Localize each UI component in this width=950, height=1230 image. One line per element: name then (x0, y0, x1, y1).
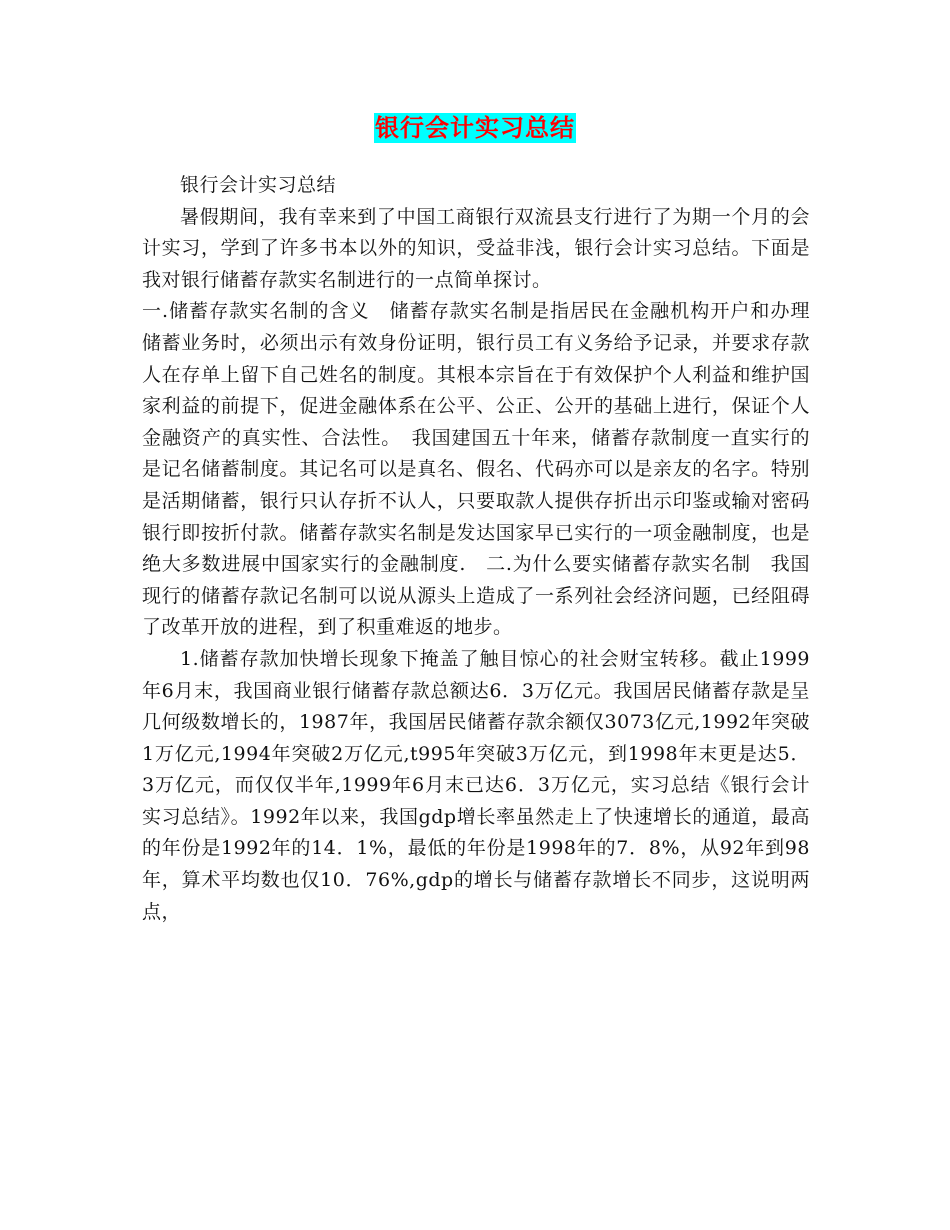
intro-paragraph: 暑假期间，我有幸来到了中国工商银行双流县支行进行了为期一个月的会计实习，学到了许多书本以外的知识，受益非浅，银行会计实习总结。下面是我对银行储蓄存款实名制进行的一点简单探讨。 (142, 205, 810, 291)
point-one-paragraph: 1.储蓄存款加快增长现象下掩盖了触目惊心的社会财宝转移。截止1999年6月末，我国商业银行储蓄存款总额达6．3万亿元。我国居民储蓄存款是呈几何级数增长的，1987年，我国居民储蓄存款余额仅3073亿元,1992年突破1万亿元,1994年突破2万亿元,t995年突破3万亿元，到1998年末更是达5．3万亿元，而仅仅半年,1999年6月末已达6．3万亿元，实习总结《银行会计实习总结》。1992年以来，我国gdp增长率虽然走上了快速增长的通道，最高的年份是1992年的14．1%，最低的年份是1998年的7．8%，从92年到98年，算术平均数也仅10．76%,gdp的增长与储蓄存款增长不同步，这说明两点， (142, 647, 810, 923)
subtitle-paragraph: 银行会计实习总结 (180, 174, 337, 196)
document-body (142, 170, 810, 928)
document-title: 银行会计实习总结 (375, 113, 575, 142)
title-container (0, 113, 950, 143)
section-paragraph: 一.储蓄存款实名制的含义 储蓄存款实名制是指居民在金融机构开户和办理储蓄业务时，必须出示有效身份证明，银行员工有义务给予记录，并要求存款人在存单上留下自己姓名的制度。其根本宗旨在于有效保护个人利益和维护国家利益的前提下，促进金融体系在公平、公正、公开的基础上进行，保证个人金融资产的真实性、合法性。 我国建国五十年来，储蓄存款制度一直实行的是记名储蓄制度。其记名可以是真名、假名、代码亦可以是亲友的名字。特别是活期储蓄，银行只认存折不认人，只要取款人提供存折出示印鉴或输对密码银行即按折付款。储蓄存款实名制是发达国家早已实行的一项金融制度，也是绝大多数进展中国家实行的金融制度. 二.为什么要实储蓄存款实名制 我国现行的储蓄存款记名制可以说从源头上造成了一系列社会经济问题，已经阻碍了改革开放的进程，到了积重难返的地步。 (142, 300, 810, 639)
